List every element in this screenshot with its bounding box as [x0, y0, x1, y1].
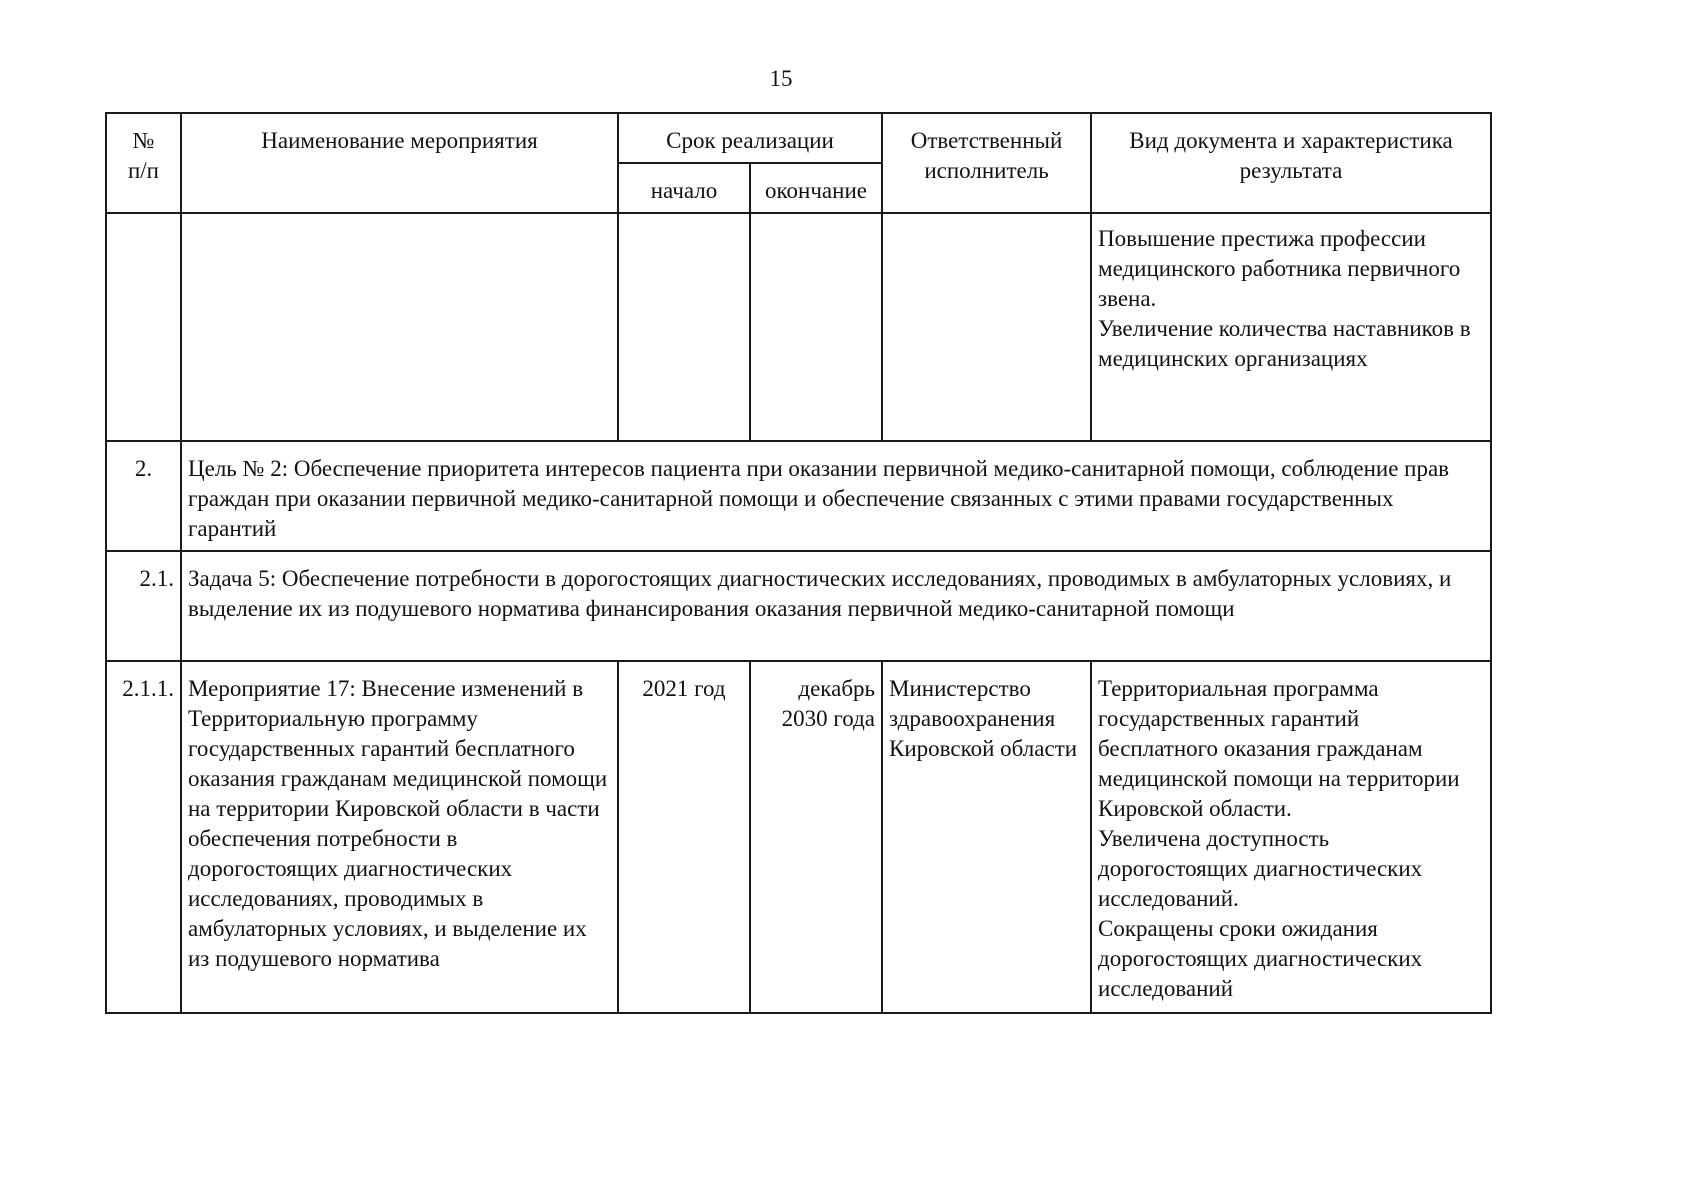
table-row-goal — [106, 441, 1491, 551]
measures-table — [105, 112, 1492, 1014]
cell-start: 2021 год — [618, 661, 750, 1013]
cell-num: 2. — [106, 441, 181, 551]
goal-text: Цель № 2: Обеспечение приоритета интересов пациента при оказании первичной медико-санитарной помощи, соблюдение прав граждан при оказании первичной медико-санитарной помощи и обеспечение связанных с этими правами государственных гарантий — [181, 441, 1491, 551]
cell-result: Территориальная программа государственных гарантий бесплатного оказания гражданам медицинской помощи на территории Кировской области. Увеличена доступность дорогостоящих диагностических исследований. Сокращены сроки ожидания дорогостоящих диагностических исследований — [1091, 661, 1491, 1013]
header-start: начало — [618, 163, 750, 213]
header-responsible: Ответственный исполнитель — [882, 113, 1091, 213]
table-header-row — [106, 113, 1491, 163]
header-period: Срок реализации — [618, 113, 882, 163]
header-end: окончание — [750, 163, 882, 213]
table-row-continuation — [106, 213, 1491, 441]
cell-num — [106, 213, 181, 441]
cell-responsible — [882, 213, 1091, 441]
cell-end: декабрь 2030 года — [750, 661, 882, 1013]
header-name: Наименование мероприятия — [181, 113, 618, 213]
header-num: № п/п — [106, 113, 181, 213]
cell-name — [181, 213, 618, 441]
cell-num: 2.1.1. — [106, 661, 181, 1013]
cell-result: Повышение престижа профессии медицинского работника первичного звена. Увеличение количества наставников в медицинских организациях — [1091, 213, 1491, 441]
table-row-measure — [106, 661, 1491, 1013]
header-result: Вид документа и характеристика результата — [1091, 113, 1491, 213]
page-number: 15 — [769, 66, 793, 91]
cell-end — [750, 213, 882, 441]
table-row-task — [106, 551, 1491, 661]
cell-num: 2.1. — [106, 551, 181, 661]
cell-responsible: Министерство здравоохранения Кировской области — [882, 661, 1091, 1013]
cell-start — [618, 213, 750, 441]
cell-name: Мероприятие 17: Внесение изменений в Территориальную программу государственных гарантий бесплатного оказания гражданам медицинской помощи на территории Кировской области в части обеспечения потребности в дорогостоящих диагностических исследованиях, проводимых в амбулаторных условиях, и выделение их из подушевого норматива — [181, 661, 618, 1013]
task-text: Задача 5: Обеспечение потребности в дорогостоящих диагностических исследованиях, проводимых в амбулаторных условиях, и выделение их из подушевого норматива финансирования оказания первичной медико-санитарной помощи — [181, 551, 1491, 661]
